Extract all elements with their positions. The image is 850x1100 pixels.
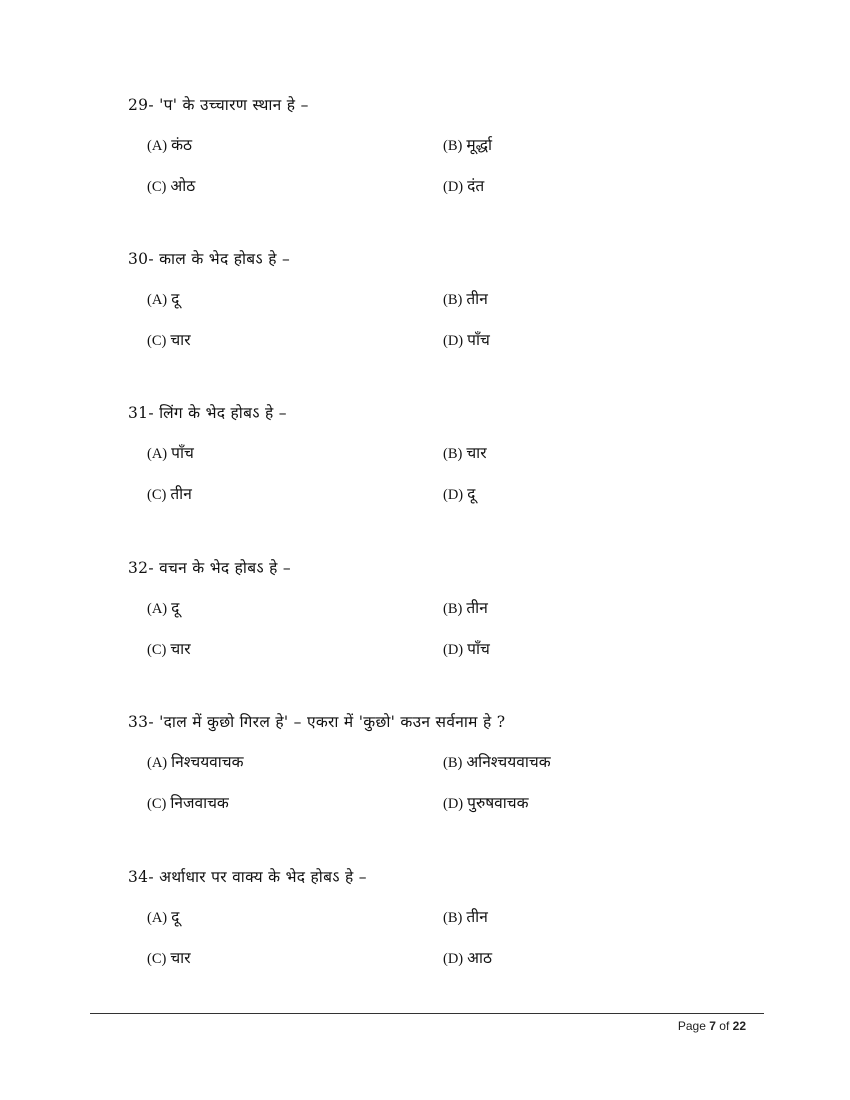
option-letter: (D) bbox=[443, 487, 464, 503]
option-row bbox=[128, 443, 768, 484]
option-letter: (D) bbox=[443, 333, 464, 349]
question-text: 32- वचन के भेद होबऽ हे – bbox=[128, 559, 291, 577]
option-text: चार bbox=[466, 444, 487, 462]
option-b bbox=[443, 752, 551, 773]
option-c bbox=[147, 639, 191, 660]
option-text: पुरुषवाचक bbox=[467, 794, 529, 812]
option-b bbox=[443, 907, 488, 928]
option-letter: (D) bbox=[443, 642, 464, 658]
option-letter: (B) bbox=[443, 601, 463, 617]
option-letter: (C) bbox=[147, 642, 167, 658]
option-row bbox=[128, 948, 768, 989]
option-letter: (A) bbox=[147, 446, 168, 462]
option-d bbox=[443, 176, 484, 197]
option-letter: (B) bbox=[443, 138, 463, 154]
option-row bbox=[128, 639, 768, 680]
option-text: निजवाचक bbox=[170, 794, 229, 812]
question-30 bbox=[128, 249, 768, 371]
option-c bbox=[147, 176, 195, 197]
question-34 bbox=[128, 867, 768, 989]
option-text: दू bbox=[171, 599, 180, 617]
page-number bbox=[678, 1019, 746, 1033]
option-text: तीन bbox=[466, 599, 488, 617]
option-text: दू bbox=[467, 485, 476, 503]
option-text: अनिश्चयवाचक bbox=[466, 753, 551, 771]
option-row bbox=[128, 330, 768, 371]
option-text: निश्चयवाचक bbox=[171, 753, 244, 771]
option-row bbox=[128, 484, 768, 525]
option-b bbox=[443, 135, 492, 156]
option-a bbox=[147, 289, 179, 310]
question-text: 33- 'दाल में कुछो गिरल हे' – एकरा में 'कुछो' कउन सर्वनाम हे ? bbox=[128, 713, 506, 731]
option-letter: (B) bbox=[443, 755, 463, 771]
option-letter: (C) bbox=[147, 487, 167, 503]
option-text: चार bbox=[170, 331, 191, 349]
option-row bbox=[128, 598, 768, 639]
footer-divider bbox=[90, 1013, 764, 1014]
option-text: पाँच bbox=[171, 444, 194, 462]
option-d bbox=[443, 330, 490, 351]
option-d bbox=[443, 484, 475, 505]
option-letter: (A) bbox=[147, 755, 168, 771]
question-32 bbox=[128, 558, 768, 680]
total-pages: 22 bbox=[732, 1019, 746, 1033]
option-letter: (D) bbox=[443, 796, 464, 812]
option-text: मूर्द्धा bbox=[466, 136, 493, 154]
option-letter: (C) bbox=[147, 179, 167, 195]
option-letter: (A) bbox=[147, 138, 168, 154]
option-text: चार bbox=[170, 949, 191, 967]
option-row bbox=[128, 135, 768, 176]
page-label: Page bbox=[677, 1019, 706, 1033]
option-letter: (A) bbox=[147, 910, 168, 926]
option-row bbox=[128, 907, 768, 948]
option-letter: (A) bbox=[147, 292, 168, 308]
option-a bbox=[147, 907, 179, 928]
option-row bbox=[128, 176, 768, 217]
option-text: आठ bbox=[467, 949, 492, 967]
option-letter: (B) bbox=[443, 910, 463, 926]
option-a bbox=[147, 598, 179, 619]
option-letter: (C) bbox=[147, 796, 167, 812]
option-row bbox=[128, 289, 768, 330]
option-c bbox=[147, 948, 191, 969]
option-text: दू bbox=[171, 908, 180, 926]
option-letter: (B) bbox=[443, 446, 463, 462]
question-text: 29- 'प' के उच्चारण स्थान हे – bbox=[128, 96, 309, 114]
option-letter: (A) bbox=[147, 601, 168, 617]
option-letter: (C) bbox=[147, 333, 167, 349]
option-letter: (D) bbox=[443, 951, 464, 967]
current-page: 7 bbox=[709, 1019, 716, 1033]
option-text: कंठ bbox=[171, 136, 193, 154]
option-a bbox=[147, 752, 244, 773]
option-row bbox=[128, 793, 768, 834]
option-c bbox=[147, 484, 192, 505]
option-text: तीन bbox=[466, 908, 488, 926]
option-text: ओठ bbox=[170, 177, 196, 195]
option-text: तीन bbox=[170, 485, 192, 503]
option-a bbox=[147, 135, 192, 156]
question-29 bbox=[128, 95, 768, 217]
option-text: पाँच bbox=[467, 331, 490, 349]
option-c bbox=[147, 793, 229, 814]
option-text: चार bbox=[170, 640, 191, 658]
option-d bbox=[443, 793, 529, 814]
option-d bbox=[443, 948, 492, 969]
option-b bbox=[443, 598, 488, 619]
question-33 bbox=[128, 712, 768, 834]
option-row bbox=[128, 752, 768, 793]
question-text: 31- लिंग के भेद होबऽ हे – bbox=[128, 404, 287, 422]
option-a bbox=[147, 443, 194, 464]
question-text: 34- अर्थाधार पर वाक्य के भेद होबऽ हे – bbox=[128, 868, 367, 886]
option-text: दू bbox=[171, 290, 180, 308]
option-letter: (D) bbox=[443, 179, 464, 195]
option-b bbox=[443, 443, 487, 464]
option-d bbox=[443, 639, 490, 660]
question-31 bbox=[128, 403, 768, 525]
option-text: तीन bbox=[466, 290, 488, 308]
option-text: दंत bbox=[467, 177, 485, 195]
option-letter: (C) bbox=[147, 951, 167, 967]
of-label: of bbox=[719, 1019, 730, 1033]
option-c bbox=[147, 330, 191, 351]
question-text: 30- काल के भेद होबऽ हे – bbox=[128, 250, 290, 268]
option-b bbox=[443, 289, 488, 310]
option-letter: (B) bbox=[443, 292, 463, 308]
option-text: पाँच bbox=[467, 640, 490, 658]
